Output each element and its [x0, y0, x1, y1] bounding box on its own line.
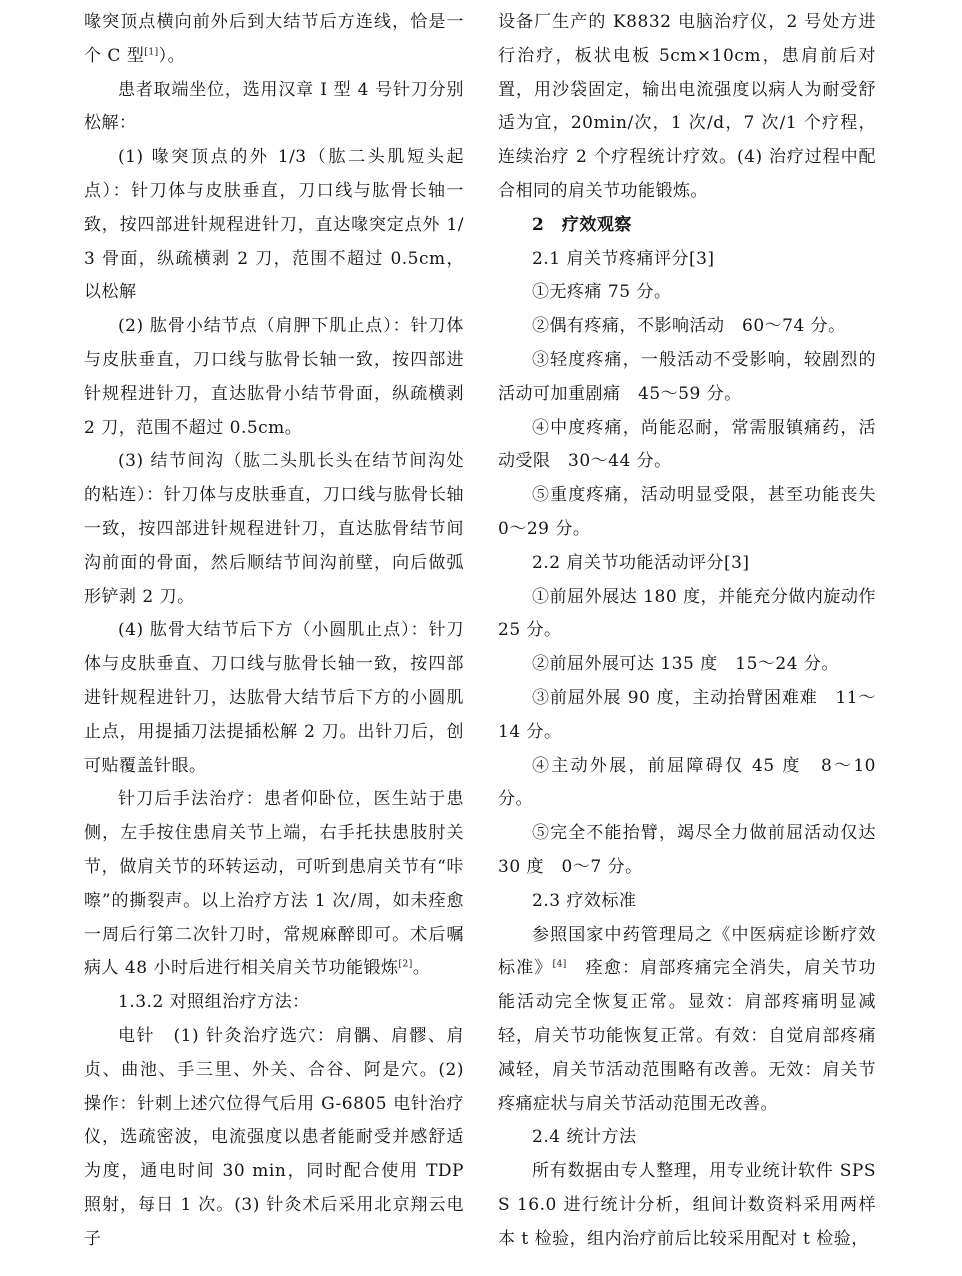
left-column [84, 6, 464, 1256]
paragraph-step-3: (3) 结节间沟（肱二头肌长头在结节间沟处的粘连）：针刀体与皮肤垂直，刀口线与肱骨长轴一致，按四部进针规程进针刀，直达肱骨结节间沟前面的骨面，然后顺结节间沟前壁，向后做弧形铲剥 2 刀。 [84, 451, 464, 607]
function-score-item: ②前屈外展可达 135 度 15～24 分。 [532, 654, 839, 675]
function-score-item: ③前屈外展 90 度，主动抬臂困难难 11～14 分。 [498, 687, 876, 742]
citation-2: [2] [398, 959, 413, 970]
pain-score-item: ⑤重度疼痛，活动明显受限，甚至功能丧失 0～29 分。 [498, 485, 876, 539]
paragraph-step-2: (2) 肱骨小结节点（肩胛下肌止点）：针刀体与皮肤垂直，刀口线与肱骨长轴一致，按四部进针规程进针刀，直达肱骨小结节骨面，纵疏横剥 2 刀，范围不超过 0.5cm。 [84, 316, 464, 438]
text: ）。 [158, 45, 186, 66]
section-heading-1-3-2: 1.3.2 对照组治疗方法： [118, 992, 310, 1013]
text: 。 [412, 958, 431, 979]
pain-score-item: ①无疼痛 75 分。 [532, 282, 672, 303]
pain-score-item: ④中度疼痛，尚能忍耐，常需服镇痛药，活动受限 30～44 分。 [498, 417, 876, 472]
text: 痊愈：肩部疼痛完全消失，肩关节功能活动完全恢复正常。显效：肩部疼痛明显减轻，肩关节功能恢复正常。有效：自觉肩部疼痛减轻，肩关节活动范围略有改善。无效：肩关节疼痛症状与肩关节活动范围无改善。 [498, 958, 876, 1114]
paragraph-step-4: (4) 肱骨大结节后下方（小圆肌止点）：针刀体与皮肤垂直、刀口线与肱骨长轴一致，按四部进针规程进针刀，达肱骨大结节后下方的小圆肌止点，用提插刀法提插松解 2 刀。出针刀后，创可贴覆盖针眼。 [84, 620, 464, 776]
paragraph-efficacy-criteria [498, 919, 876, 1122]
text: 针刀后手法治疗：患者仰卧位，医生站于患侧，左手按住患肩关节上端，右手托扶患肢肘关节，做肩关节的环转运动，可听到患肩关节有“咔嚓”的撕裂声。以上治疗方法 1 次/周，如未痊愈一周后行第二次针刀时，常规麻醉即可。术后嘱病人 48 小时后进行相关肩关节功能锻炼 [84, 789, 464, 979]
citation-4: [4] [552, 959, 567, 970]
section-heading-2-3: 2.3 疗效标准 [532, 890, 637, 911]
pain-score-item: ②偶有疼痛，不影响活动 60～74 分。 [532, 316, 846, 337]
citation-1: [1] [144, 47, 159, 58]
section-heading-2: 2 疗效观察 [532, 214, 632, 235]
right-column [498, 6, 876, 1256]
paragraph-step-1: (1) 喙突顶点的外 1/3（肱二头肌短头起点）：针刀体与皮肤垂直，刀口线与肱骨长轴一致，按四部进针规程进针刀，直达喙突定点外 1/3 骨面，纵疏横剥 2 刀，范围不超过 0.5cm，以松解 [84, 147, 464, 303]
section-heading-2-2: 2.2 肩关节功能活动评分[3] [532, 552, 750, 573]
paragraph-electroacupuncture: 电针 (1) 针灸治疗选穴：肩髃、肩髎、肩贞、曲池、手三里、外关、合谷、阿是穴。(2) 操作：针刺上述穴位得气后用 G-6805 电针治疗仪，选疏密波，电流强度以患者能耐受并感舒适为度，通电时间 30 min，同时配合使用 TDP 照射，每日 1 次。(3) 针灸术后采用北京翔云电子 [84, 1025, 464, 1249]
text: 参照国家中药管理局之《中医病症诊断疗效标准》 [498, 924, 876, 979]
paragraph-position: 患者取端坐位，选用汉章 I 型 4 号针刀分别松解： [84, 79, 464, 134]
paragraph-statistics: 所有数据由专人整理，用专业统计软件 SPSS 16.0 进行统计分析，组间计数资料采用两样本 t 检验，组内治疗前后比较采用配对 t 检验， [498, 1161, 876, 1249]
paragraph-manual-therapy [84, 783, 464, 986]
section-heading-2-4: 2.4 统计方法 [532, 1127, 637, 1148]
text: 喙突顶点横向前外后到大结节后方连线，恰是一个 C 型 [84, 12, 464, 66]
function-score-item: ⑤完全不能抬臂，竭尽全力做前屈活动仅达 30 度 0～7 分。 [498, 823, 876, 877]
function-score-item: ④主动外展，前屈障碍仅 45 度 8～10 分。 [498, 755, 876, 810]
section-heading-2-1: 2.1 肩关节疼痛评分[3] [532, 248, 715, 269]
function-score-item: ①前屈外展达 180 度，并能充分做内旋动作 25 分。 [498, 586, 876, 641]
paragraph-device: 设备厂生产的 K8832 电脑治疗仪，2 号处方进行治疗，板状电板 5cm×10cm，患肩前后对置，用沙袋固定，输出电流强度以病人为耐受舒适为宜，20min/次，1 次/d，7 次/1 个疗程，连续治疗 2 个疗程统计疗效。(4) 治疗过程中配合相同的肩关节功能锻炼。 [498, 12, 876, 201]
pain-score-item: ③轻度疼痛，一般活动不受影响，较剧烈的活动可加重剧痛 45～59 分。 [498, 349, 876, 404]
paragraph-c-shape [84, 6, 464, 74]
